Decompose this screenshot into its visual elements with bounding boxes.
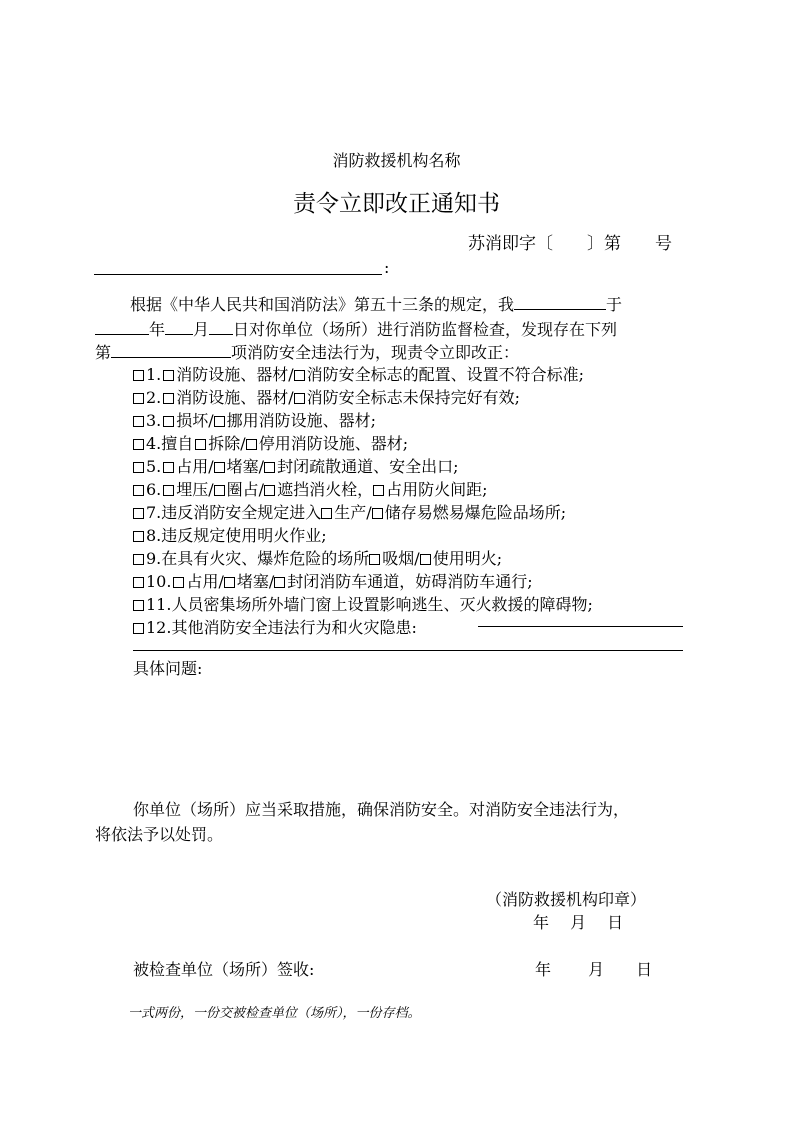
violation-item-2	[133, 385, 520, 408]
item-number: 4.擅自	[146, 434, 194, 453]
option-checkbox[interactable]	[163, 485, 174, 496]
option-label: 占用/	[176, 457, 214, 476]
violation-item-12	[133, 615, 417, 638]
item-label: 11.人员密集场所外墙门窗上设置影响逃生、灭火救援的障碍物;	[146, 595, 593, 614]
violation-item-3	[133, 408, 376, 431]
other-violation-blank	[478, 626, 683, 627]
intro-line-1	[130, 292, 622, 315]
violation-item-8	[133, 523, 327, 546]
intro-text-start: 根据《中华人民共和国消防法》第五十三条的规定，我	[130, 295, 515, 314]
item-checkbox[interactable]	[133, 554, 144, 565]
month-blank	[165, 319, 193, 335]
warning-line-2: 将依法予以处罚。	[95, 825, 224, 844]
violation-item-1	[133, 362, 584, 385]
option-checkbox[interactable]	[163, 416, 174, 427]
option-label: 圈占/	[226, 480, 265, 499]
option-checkbox[interactable]	[214, 485, 225, 496]
receipt-date: 年 月 日	[535, 960, 653, 979]
item-count-blank	[111, 342, 231, 358]
item-checkbox[interactable]	[133, 508, 144, 519]
item-count-prefix: 第	[95, 343, 112, 362]
option-label: 储存易燃易爆危险品场所;	[384, 503, 567, 522]
option-checkbox[interactable]	[321, 508, 332, 519]
item-number: 3.	[146, 411, 162, 430]
violation-item-4	[133, 431, 408, 454]
item-number: 10.	[146, 572, 172, 591]
violation-item-7	[133, 500, 566, 523]
item-number: 5.	[146, 457, 162, 476]
option-label: 吸烟/	[382, 549, 420, 568]
document-title: 责令立即改正通知书	[293, 191, 500, 217]
option-label: 消防设施、器材/	[176, 365, 294, 384]
item-checkbox[interactable]	[133, 416, 144, 427]
option-label: 遮挡消火栓，	[277, 480, 374, 499]
item-checkbox[interactable]	[133, 577, 144, 588]
option-label: 占用/	[186, 572, 224, 591]
seal-label: （消防救援机构印章）	[486, 890, 647, 909]
details-label: 具体问题:	[133, 659, 203, 678]
option-checkbox[interactable]	[420, 554, 431, 565]
option-checkbox[interactable]	[214, 416, 225, 427]
option-label: 生产/	[334, 503, 372, 522]
item-checkbox[interactable]	[133, 485, 144, 496]
option-checkbox[interactable]	[214, 462, 225, 473]
warning-line-1: 你单位（场所）应当采取措施，确保消防安全。对消防安全违法行为，	[133, 800, 630, 819]
intro-line-3-text: 项消防安全违法行为，现责令立即改正：	[231, 343, 520, 362]
addressee-colon: :	[384, 258, 390, 277]
intro-line-2-text: 日对你单位（场所）进行消防监督检查，发现存在下列	[233, 320, 618, 339]
option-label: 占用防火间距;	[386, 480, 488, 499]
item-number: 6.	[146, 480, 162, 499]
option-checkbox[interactable]	[372, 508, 383, 519]
option-checkbox[interactable]	[264, 485, 275, 496]
option-checkbox[interactable]	[224, 577, 235, 588]
option-checkbox[interactable]	[274, 577, 285, 588]
day-blank	[209, 319, 233, 335]
item-checkbox[interactable]	[133, 531, 144, 542]
inspector-blank	[514, 294, 606, 310]
intro-text-end: 于	[606, 295, 623, 314]
option-label: 封闭疏散通道、安全出口;	[277, 457, 459, 476]
option-label: 消防安全标志未保持完好有效;	[306, 388, 521, 407]
violation-item-10	[133, 569, 533, 592]
violation-item-6	[133, 477, 488, 500]
option-label: 消防安全标志的配置、设置不符合标准;	[306, 365, 585, 384]
item-label: 7.违反消防安全规定进入	[146, 503, 322, 522]
month-label: 月	[193, 320, 210, 339]
option-label: 损坏/	[176, 411, 214, 430]
item-label: 8.违反规定使用明火作业;	[146, 526, 327, 545]
item-label: 9.在具有火灾、爆炸危险的场所	[146, 549, 370, 568]
item-checkbox[interactable]	[133, 439, 144, 450]
option-label: 封闭消防车通道，妨碍消防车通行;	[287, 572, 533, 591]
item-checkbox[interactable]	[133, 370, 144, 381]
seal-date: 年 月 日	[533, 913, 624, 932]
option-label: 堵塞/	[226, 457, 265, 476]
option-checkbox[interactable]	[373, 485, 384, 496]
item-checkbox[interactable]	[133, 623, 144, 634]
option-label: 挪用消防设施、器材;	[226, 411, 377, 430]
option-checkbox[interactable]	[163, 393, 174, 404]
option-checkbox[interactable]	[264, 462, 275, 473]
item-label: 12.其他消防安全违法行为和火灾隐患:	[146, 618, 417, 637]
item-checkbox[interactable]	[133, 600, 144, 611]
separator-line	[133, 650, 683, 651]
item-number: 2.	[146, 388, 162, 407]
footnote: 一式两份，一份交被检查单位（场所），一份存档。	[128, 1006, 421, 1021]
org-name: 消防救援机构名称	[332, 151, 461, 170]
option-checkbox[interactable]	[246, 439, 257, 450]
option-checkbox[interactable]	[163, 370, 174, 381]
violation-item-11	[133, 592, 593, 615]
year-blank	[95, 319, 149, 335]
item-number: 1.	[146, 365, 162, 384]
option-checkbox[interactable]	[195, 439, 206, 450]
option-label: 埋压/	[176, 480, 214, 499]
receipt-label: 被检查单位（场所）签收:	[133, 960, 315, 979]
year-label: 年	[149, 320, 166, 339]
option-checkbox[interactable]	[294, 393, 305, 404]
intro-line-2	[95, 317, 617, 340]
item-checkbox[interactable]	[133, 462, 144, 473]
document-number: 苏消即字〔 〕第 号	[468, 234, 672, 254]
option-label: 停用消防设施、器材;	[258, 434, 409, 453]
option-label: 使用明火;	[432, 549, 503, 568]
option-label: 拆除/	[208, 434, 246, 453]
violation-item-9	[133, 546, 502, 569]
option-checkbox[interactable]	[369, 554, 380, 565]
addressee-blank	[94, 266, 382, 275]
option-checkbox[interactable]	[173, 577, 184, 588]
option-checkbox[interactable]	[163, 462, 174, 473]
item-checkbox[interactable]	[133, 393, 144, 404]
option-label: 堵塞/	[236, 572, 275, 591]
option-checkbox[interactable]	[294, 370, 305, 381]
option-label: 消防设施、器材/	[176, 388, 294, 407]
violation-item-5	[133, 454, 458, 477]
intro-line-3	[95, 340, 519, 363]
